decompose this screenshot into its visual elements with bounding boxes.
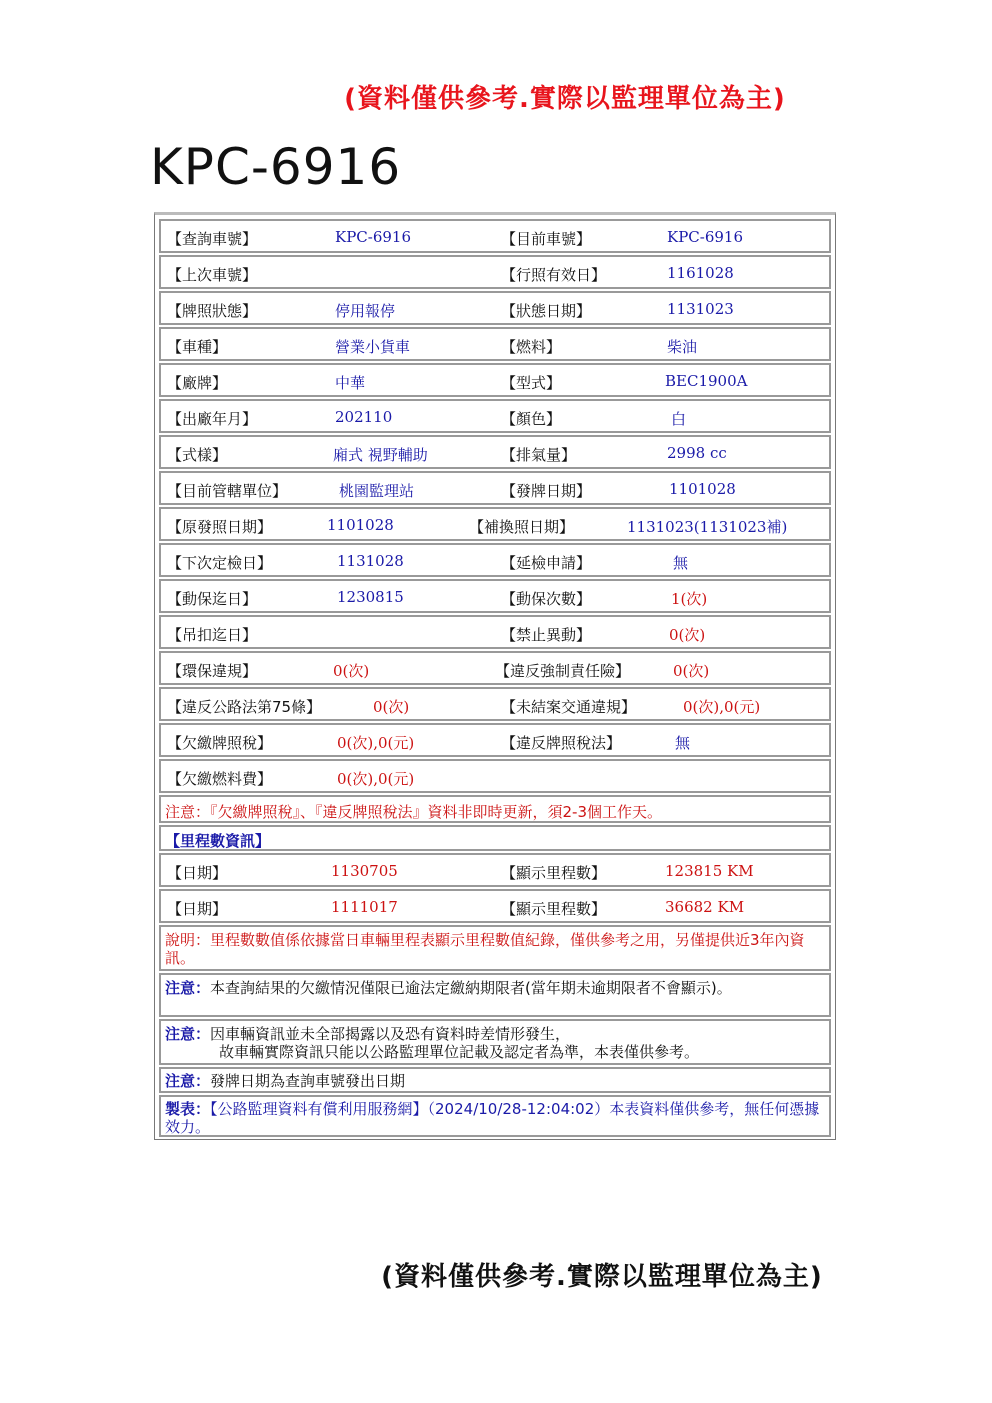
row-label: 【原發照日期】 [167, 518, 273, 536]
table-row [159, 723, 831, 757]
row-value: 無 [673, 554, 689, 572]
mileage-note-row [159, 925, 831, 971]
note-text-line1: 因車輛資訊並未全部揭露以及恐有資料時差情形發生， [210, 1025, 571, 1043]
row-value: 柴油 [667, 338, 698, 356]
table-row [159, 759, 831, 793]
row-label: 【環保違規】 [167, 662, 258, 680]
table-row [159, 651, 831, 685]
table-row [159, 363, 831, 397]
table-row [159, 507, 831, 541]
row-label: 【型式】 [501, 374, 562, 392]
note-row [159, 1067, 831, 1093]
row-value: 1230815 [337, 588, 404, 606]
note-text: 本查詢結果的欠繳情況僅限已逾法定繳納期限者(當年期未逾期限者不會顯示)。 [210, 979, 732, 997]
row-label: 【式樣】 [167, 446, 228, 464]
row-value: 1131023 [667, 300, 734, 318]
footer-row [159, 1095, 831, 1137]
row-label: 【違反強制責任險】 [495, 662, 631, 680]
table-row [159, 543, 831, 577]
row-label: 【欠繳牌照稅】 [167, 734, 273, 752]
row-label: 【動保次數】 [501, 590, 592, 608]
table-row [159, 853, 831, 887]
row-label: 【查詢車號】 [167, 230, 258, 248]
table-row [159, 687, 831, 721]
row-value: 1101028 [669, 480, 736, 498]
row-label: 【欠繳燃料費】 [167, 770, 273, 788]
row-value: KPC-6916 [335, 228, 412, 246]
row-value: 1(次) [671, 590, 708, 608]
row-label: 【延檢申請】 [501, 554, 592, 572]
row-value: 桃園監理站 [339, 482, 415, 500]
note-row [159, 973, 831, 1017]
row-value: BEC1900A [665, 372, 748, 390]
row-value: 0(次),0(元) [337, 770, 415, 788]
mileage-header-row [159, 825, 831, 851]
row-label: 【目前管轄單位】 [167, 482, 288, 500]
row-value: KPC-6916 [667, 228, 744, 246]
note-disclosure [165, 1025, 829, 1061]
row-label: 【違反公路法第75條】 [167, 698, 322, 716]
row-label: 【禁止異動】 [501, 626, 592, 644]
note-key: 注意： [165, 979, 211, 997]
row-value: 2998 cc [667, 444, 727, 462]
table-row [159, 471, 831, 505]
table-row [159, 219, 831, 253]
row-value: 中華 [335, 374, 366, 392]
note-key: 注意： [165, 1072, 211, 1090]
note-text: 發牌日期為查詢車號發出日期 [210, 1072, 406, 1090]
table-row [159, 579, 831, 613]
row-label: 【違反牌照稅法】 [501, 734, 622, 752]
row-label: 【吊扣迄日】 [167, 626, 258, 644]
table-row [159, 255, 831, 289]
note-text-line2: 故車輛實際資訊只能以公路監理單位記載及認定者為準，本表僅供參考。 [219, 1043, 700, 1061]
note-issue-date [165, 1072, 829, 1090]
disclaimer-bottom: (資料僅供參考.實際以監理單位為主) [381, 1262, 823, 1292]
row-value: 0(次),0(元) [337, 734, 415, 752]
row-value: 1111017 [331, 898, 398, 916]
row-label: 【日期】 [167, 900, 228, 918]
note-arrears [165, 979, 829, 997]
row-value: 1161028 [667, 264, 734, 282]
row-value: 廂式 視野輔助 [333, 446, 428, 464]
row-value: 0(次) [669, 626, 706, 644]
disclaimer-top: (資料僅供參考.實際以監理單位為主) [344, 84, 786, 114]
row-value: 0(次) [373, 698, 410, 716]
row-label: 【發牌日期】 [501, 482, 592, 500]
footer-key: 製表： [165, 1100, 211, 1118]
row-value: 白 [671, 410, 687, 428]
note-row [159, 1019, 831, 1065]
row-value: 1131023(1131023補) [627, 518, 788, 536]
row-value: 無 [675, 734, 691, 752]
row-value: 1131028 [337, 552, 404, 570]
row-label: 【排氣量】 [501, 446, 577, 464]
table-row [159, 889, 831, 923]
row-label: 【動保迄日】 [167, 590, 258, 608]
row-label: 【顯示里程數】 [501, 864, 607, 882]
table-row [159, 327, 831, 361]
table-row [159, 435, 831, 469]
row-label: 【廠牌】 [167, 374, 228, 392]
row-label: 【下次定檢日】 [167, 554, 273, 572]
tax-notice-text: 注意：『欠繳牌照稅』、『違反牌照稅法』資料非即時更新，須2-3個工作天。 [165, 803, 663, 821]
row-value: 0(次) [333, 662, 370, 680]
tax-notice [159, 795, 831, 823]
row-value: 202110 [335, 408, 393, 426]
mileage-note: 說明：里程數數值係依據當日車輛里程表顯示里程數值紀錄，僅供參考之用，另僅提供近3年內資訊。 [165, 931, 805, 967]
row-value: 123815 KM [665, 862, 754, 880]
row-value: 1101028 [327, 516, 394, 534]
row-label: 【上次車號】 [167, 266, 258, 284]
row-value: 36682 KM [665, 898, 745, 916]
row-label: 【目前車號】 [501, 230, 592, 248]
note-key: 注意： [165, 1025, 211, 1043]
row-label: 【行照有效日】 [501, 266, 607, 284]
vehicle-info-sheet [154, 212, 836, 1140]
table-row [159, 399, 831, 433]
footer-note [165, 1100, 829, 1136]
row-value: 1130705 [331, 862, 398, 880]
row-label: 【牌照狀態】 [167, 302, 258, 320]
row-label: 【未結案交通違規】 [501, 698, 637, 716]
row-label: 【狀態日期】 [501, 302, 592, 320]
row-label: 【補換照日期】 [469, 518, 575, 536]
row-label: 【日期】 [167, 864, 228, 882]
row-label: 【出廠年月】 [167, 410, 258, 428]
row-value: 營業小貨車 [335, 338, 411, 356]
row-value: 0(次) [673, 662, 710, 680]
row-value: 0(次),0(元) [683, 698, 761, 716]
row-label: 【顯示里程數】 [501, 900, 607, 918]
plate-title: KPC-6916 [150, 138, 402, 196]
table-row [159, 615, 831, 649]
row-label: 【燃料】 [501, 338, 562, 356]
row-label: 【顏色】 [501, 410, 562, 428]
row-value: 停用報停 [335, 302, 396, 320]
row-label: 【車種】 [167, 338, 228, 356]
footer-text: 【公路監理資料有償利用服務網】（2024/10/28-12:04:02）本表資料僅供參考，無任何憑據效力。 [165, 1100, 820, 1136]
table-row [159, 291, 831, 325]
mileage-header: 【里程數資訊】 [165, 832, 271, 850]
